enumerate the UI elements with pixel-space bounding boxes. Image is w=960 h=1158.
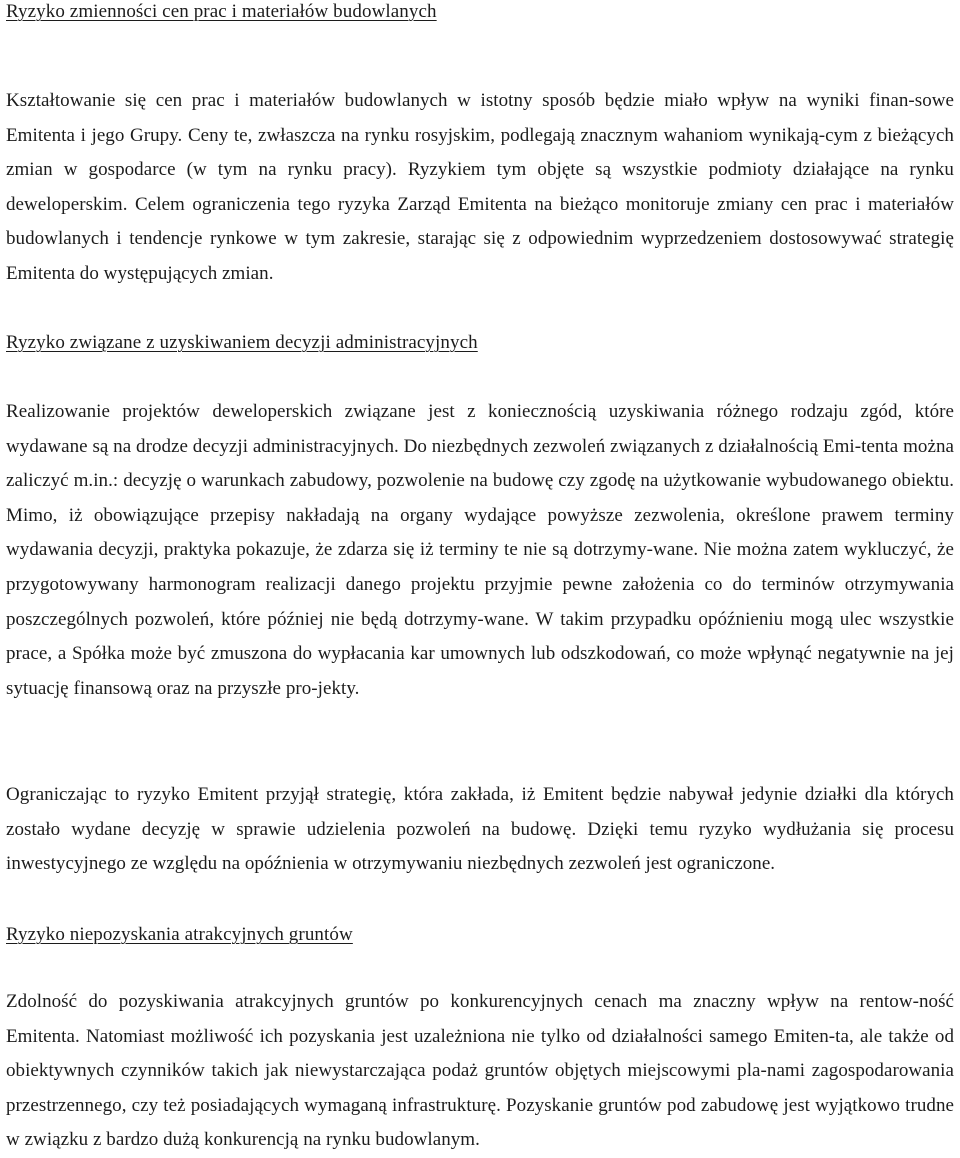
section-heading-price-risk: Ryzyko zmienności cen prac i materiałów budowlanych	[6, 1, 437, 22]
paragraph-administrative-decisions: Realizowanie projektów deweloperskich związane jest z koniecznością uzyskiwania różnego rodzaju zgód, które wydawane są na drodze decyzji administracyjnych. Do niezbędnych zezwoleń związanych z działalnością Emi-tenta można zaliczyć m.in.: decyzję o warunkach zabudowy, pozwolenie na budowę czy zgodę na użytkowanie wybudowanego obiektu. Mimo, iż obowiązujące przepisy nakładają na organy wydające powyższe zezwolenia, określone prawem terminy wydawania decyzji, praktyka pokazuje, że zdarza się iż terminy te nie są dotrzymy-wane. Nie można zatem wykluczyć, że przygotowywany harmonogram realizacji danego projektu przyjmie pewne założenia co do terminów otrzymywania poszczególnych pozwoleń, które później nie będą dotrzymy-wane. W takim przypadku opóźnieniu mogą ulec wszystkie prace, a Spółka może być zmuszona do wypłacania kar umownych lub odszkodowań, co może wpłynąć negatywnie na jej sytuację finansową oraz na przyszłe pro-jekty.	[6, 401, 954, 699]
section-heading-land-acquisition: Ryzyko niepozyskania atrakcyjnych gruntów	[6, 924, 353, 945]
section-heading-administrative-decisions: Ryzyko związane z uzyskiwaniem decyzji administracyjnych	[6, 332, 478, 353]
paragraph-administrative-mitigation: Ograniczając to ryzyko Emitent przyjął strategię, która zakłada, iż Emitent będzie nabywał jedynie działki dla których zostało wydane decyzję w sprawie udzielenia pozwoleń na budowę. Dzięki temu ryzyko wydłużania się procesu inwestycyjnego ze względu na opóźnienia w otrzymywaniu niezbędnych zezwoleń jest ograniczone.	[6, 784, 954, 875]
paragraph-price-risk: Kształtowanie się cen prac i materiałów budowlanych w istotny sposób będzie miało wpływ na wyniki finan-sowe Emitenta i jego Grupy. Ceny te, zwłaszcza na rynku rosyjskim, podlegają znacznym wahaniom wynikają-cym z bieżących zmian w gospodarce (w tym na rynku pracy). Ryzykiem tym objęte są wszystkie podmioty działające na rynku deweloperskim. Celem ograniczenia tego ryzyka Zarząd Emitenta na bieżąco monitoruje zmiany cen prac i materiałów budowlanych i tendencje rynkowe w tym zakresie, starając się z odpowiednim wyprzedzeniem dostosowywać strategię Emitenta do występujących zmian.	[6, 90, 954, 284]
paragraph-land-acquisition: Zdolność do pozyskiwania atrakcyjnych gruntów po konkurencyjnych cenach ma znaczny wpływ na rentow-ność Emitenta. Natomiast możliwość ich pozyskania jest uzależniona nie tylko od działalności samego Emiten-ta, ale także od obiektywnych czynników takich jak niewystarczająca podaż gruntów objętych miejscowymi pla-nami zagospodarowania przestrzennego, czy też posiadających wymaganą infrastrukturę. Pozyskanie gruntów pod zabudowę jest wyjątkowo trudne w związku z bardzo dużą konkurencją na rynku budowlanym.	[6, 991, 954, 1151]
